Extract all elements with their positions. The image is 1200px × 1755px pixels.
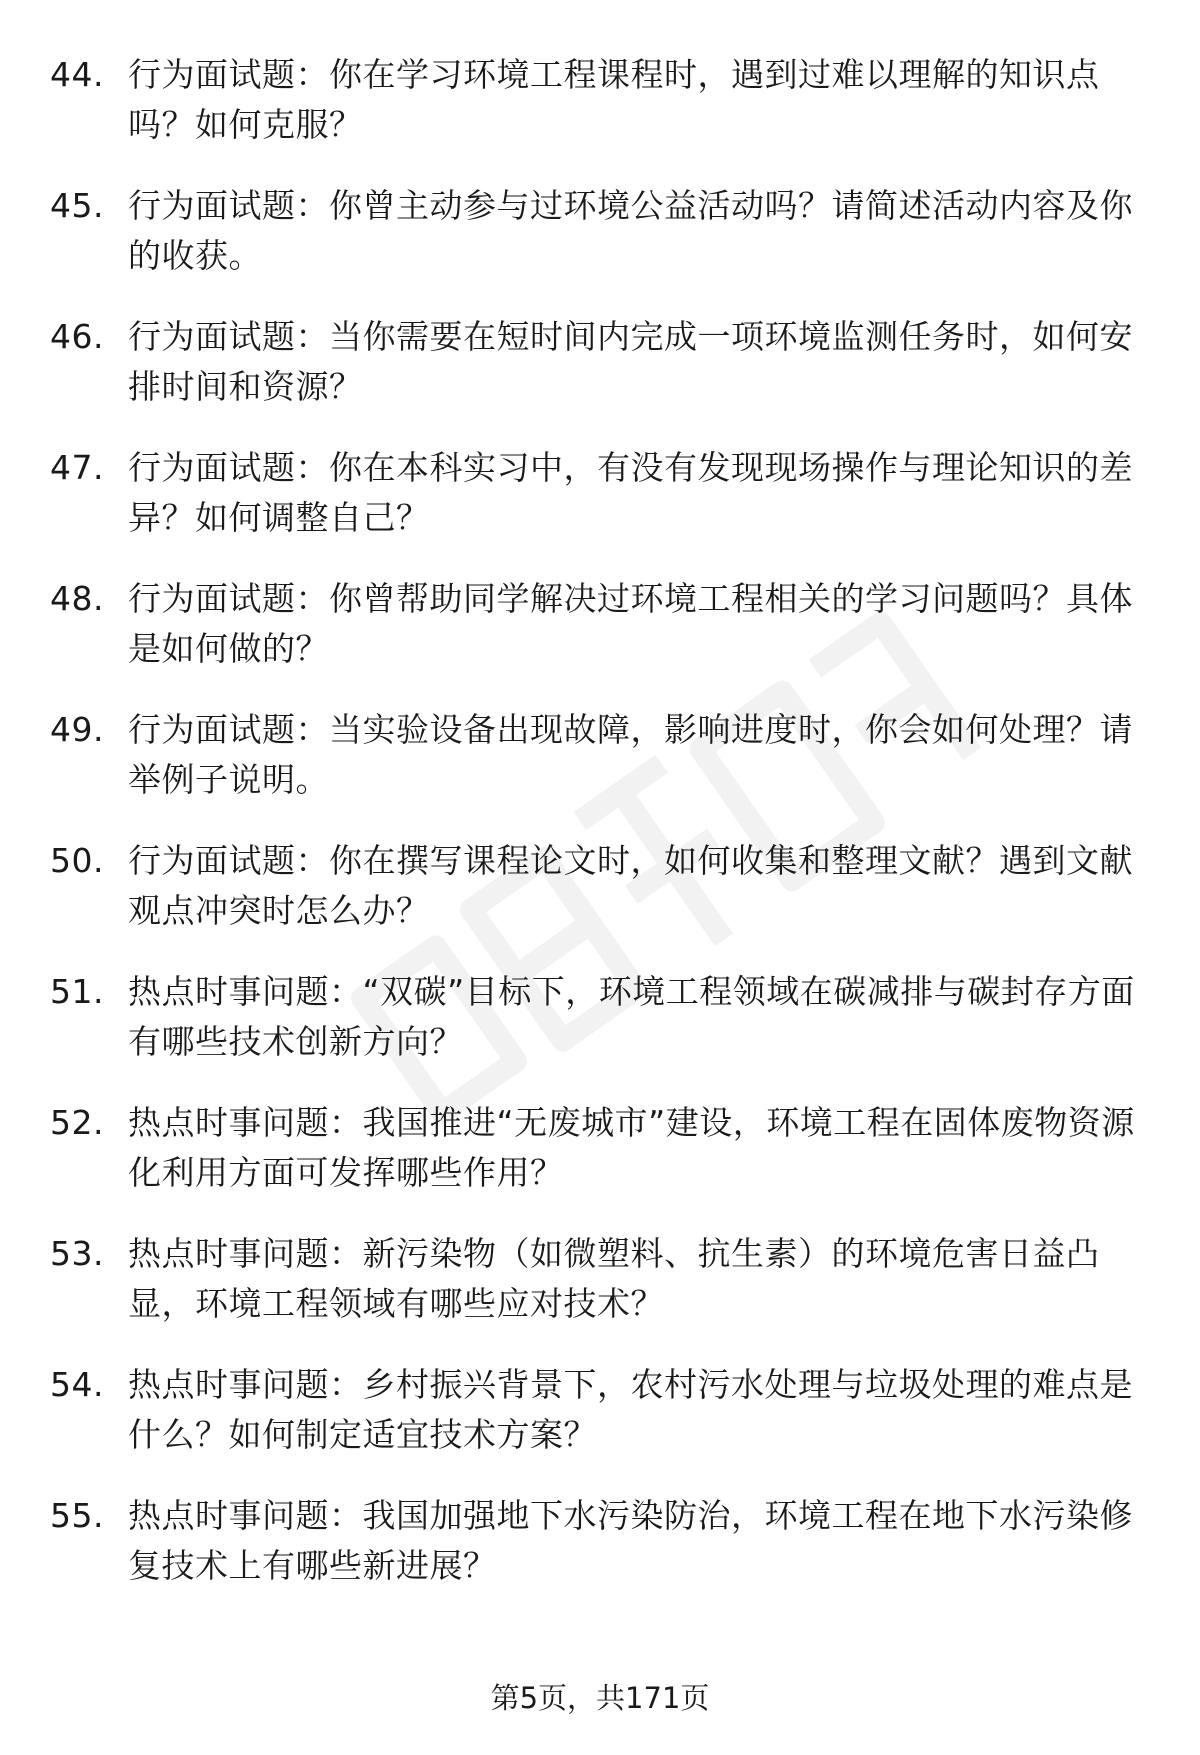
- question-item: [50, 1491, 1140, 1622]
- question-item: [50, 1098, 1140, 1229]
- question-item: [50, 1360, 1140, 1491]
- question-item: [50, 705, 1140, 836]
- question-number: 54.: [50, 1365, 104, 1404]
- question-text: 热点时事问题：乡村振兴背景下，农村污水处理与垃圾处理的难点是什么？如何制定适宜技术方案？: [128, 1365, 1133, 1454]
- question-text: 行为面试题：你在学习环境工程课程时，遇到过难以理解的知识点吗？如何克服？: [128, 55, 1100, 144]
- question-item: [50, 967, 1140, 1098]
- question-list: [50, 50, 1140, 1622]
- question-text: 热点时事问题：“双碳”目标下，环境工程领域在碳减排与碳封存方面有哪些技术创新方向？: [128, 972, 1135, 1061]
- question-text: 热点时事问题：我国加强地下水污染防治，环境工程在地下水污染修复技术上有哪些新进展？: [128, 1496, 1133, 1585]
- question-number: 51.: [50, 972, 104, 1011]
- question-number: 50.: [50, 841, 104, 880]
- question-number: 45.: [50, 186, 104, 225]
- question-item: [50, 574, 1140, 705]
- question-number: 47.: [50, 448, 104, 487]
- question-item: [50, 1229, 1140, 1360]
- question-text: 行为面试题：当实验设备出现故障，影响进度时，你会如何处理？请举例子说明。: [128, 710, 1133, 799]
- question-number: 49.: [50, 710, 104, 749]
- question-number: 53.: [50, 1234, 104, 1273]
- page-footer: [0, 1678, 1200, 1718]
- question-text: 行为面试题：你在本科实习中，有没有发现现场操作与理论知识的差异？如何调整自己？: [128, 448, 1133, 537]
- question-number: 44.: [50, 55, 104, 94]
- question-text: 行为面试题：你曾主动参与过环境公益活动吗？请简述活动内容及你的收获。: [128, 186, 1133, 275]
- question-text: 行为面试题：当你需要在短时间内完成一项环境监测任务时，如何安排时间和资源？: [128, 317, 1133, 406]
- question-item: [50, 836, 1140, 967]
- question-text: 行为面试题：你曾帮助同学解决过环境工程相关的学习问题吗？具体是如何做的？: [128, 579, 1133, 668]
- question-number: 55.: [50, 1496, 104, 1535]
- question-item: [50, 443, 1140, 574]
- question-item: [50, 181, 1140, 312]
- question-text: 行为面试题：你在撰写课程论文时，如何收集和整理文献？遇到文献观点冲突时怎么办？: [128, 841, 1133, 930]
- question-item: [50, 50, 1140, 181]
- question-item: [50, 312, 1140, 443]
- question-number: 46.: [50, 317, 104, 356]
- question-text: 热点时事问题：新污染物（如微塑料、抗生素）的环境危害日益凸显，环境工程领域有哪些应对技术？: [128, 1234, 1100, 1323]
- question-number: 48.: [50, 579, 104, 618]
- question-number: 52.: [50, 1103, 104, 1142]
- page-number-label: 第5页，共171页: [490, 1681, 710, 1715]
- question-text: 热点时事问题：我国推进“无废城市”建设，环境工程在固体废物资源化利用方面可发挥哪些作用？: [128, 1103, 1135, 1192]
